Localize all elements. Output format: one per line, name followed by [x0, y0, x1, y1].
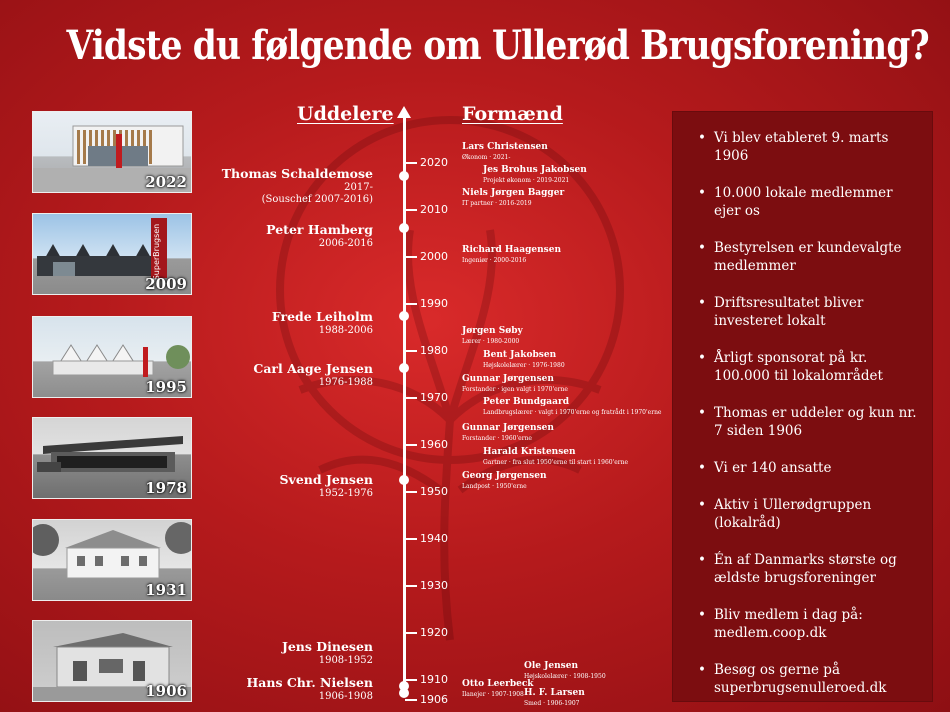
axis-tick-label: 1906	[420, 693, 448, 706]
uddeler-years: 1952-1976	[318, 488, 373, 499]
formand-name: Niels Jørgen Bagger	[462, 188, 565, 198]
store-photo-1995	[32, 316, 192, 398]
fact-item: • Bliv medlem i dag på: medlem.coop.dk	[692, 606, 923, 642]
formand-name: Otto Leerbeck	[462, 679, 534, 689]
store-photo-1978	[32, 417, 192, 499]
axis-tick	[405, 162, 417, 164]
axis-tick	[405, 209, 417, 211]
formand-detail: Forstander · 1960'erne	[462, 435, 532, 442]
axis-tick	[405, 632, 417, 634]
formand-name: Gunnar Jørgensen	[462, 374, 554, 384]
formand-detail: Landpost · 1950'erne	[462, 483, 527, 490]
photo-year: 1931	[145, 581, 187, 599]
formand-detail: Højskolelærer · 1976-1980	[483, 362, 565, 369]
timeline-dot	[399, 475, 409, 485]
axis-tick-label: 1910	[420, 673, 448, 686]
formand-name: Ole Jensen	[524, 661, 578, 671]
uddeler-years: 1988-2006	[318, 325, 373, 336]
formand-name: Gunnar Jørgensen	[462, 423, 554, 433]
axis-tick	[405, 350, 417, 352]
formand-detail: Projekt økonom · 2019-2021	[483, 177, 570, 184]
axis-tick-label: 1950	[420, 485, 448, 498]
formand-name: Richard Haagensen	[462, 245, 561, 255]
store-photo-1931	[32, 519, 192, 601]
axis-tick	[405, 303, 417, 305]
formand-name: Harald Kristensen	[483, 447, 576, 457]
axis-tick-label: 2010	[420, 203, 448, 216]
formand-detail: Gartner · fra slut 1950'erne til start i 1960'erne	[483, 459, 629, 466]
uddeler-name: Hans Chr. Nielsen	[246, 675, 373, 690]
timeline-dot	[399, 363, 409, 373]
axis-tick-label: 1990	[420, 297, 448, 310]
store-photo-2009	[32, 213, 192, 295]
photo-year: 1995	[145, 378, 187, 396]
fact-item: • Én af Danmarks største og ældste brugsforeninger	[692, 551, 923, 587]
photo-year: 1978	[145, 479, 187, 497]
axis-tick-label: 1980	[420, 344, 448, 357]
formand-name: H. F. Larsen	[524, 688, 585, 698]
fact-item: • 10.000 lokale medlemmer ejer os	[692, 184, 923, 220]
formand-name: Bent Jakobsen	[483, 350, 557, 360]
uddeler-name: Carl Aage Jensen	[253, 361, 373, 376]
axis-tick-label: 1930	[420, 579, 448, 592]
timeline-dot	[399, 311, 409, 321]
uddeler-years: 1908-1952	[318, 655, 373, 666]
uddelere-heading: Uddelere	[297, 103, 394, 125]
uddeler-years: 2017-	[344, 182, 373, 193]
page-title: Vidste du følgende om Ullerød Brugsforening?	[66, 22, 929, 69]
uddeler-name: Jens Dinesen	[281, 639, 373, 654]
axis-tick	[405, 397, 417, 399]
uddeler-name: Svend Jensen	[279, 472, 373, 487]
store-photo-1906	[32, 620, 192, 702]
facts-panel	[672, 111, 933, 702]
timeline-axis	[403, 116, 406, 694]
fact-item: • Thomas er uddeler og kun nr. 7 siden 1906	[692, 404, 923, 440]
formand-detail: Lærer · 1980-2000	[462, 338, 520, 345]
fact-item: • Bestyrelsen er kundevalgte medlemmer	[692, 239, 923, 275]
formand-detail: Ilanejer · 1907-1908	[462, 691, 524, 698]
axis-tick	[405, 256, 417, 258]
axis-tick	[405, 444, 417, 446]
axis-tick-label: 1960	[420, 438, 448, 451]
formand-name: Jørgen Søby	[462, 326, 523, 336]
axis-tick-label: 2020	[420, 156, 448, 169]
formand-name: Lars Christensen	[462, 142, 548, 152]
formand-name: Peter Bundgaard	[483, 397, 569, 407]
axis-tick	[405, 491, 417, 493]
facts-list	[672, 111, 933, 697]
axis-tick-label: 1970	[420, 391, 448, 404]
uddeler-name: Frede Leiholm	[271, 309, 373, 324]
photo-year: 1906	[145, 682, 187, 700]
fact-item: • Vi blev etableret 9. marts 1906	[692, 129, 923, 165]
uddeler-extra: (Souschef 2007-2016)	[261, 194, 373, 205]
formaend-heading: Formænd	[462, 103, 563, 125]
timeline-dot	[399, 171, 409, 181]
axis-tick	[405, 538, 417, 540]
formand-detail: Landbrugslærer · valgt i 1970'erne og fratrådt i 1970'erne	[483, 409, 662, 416]
timeline-dot	[399, 223, 409, 233]
axis-tick	[405, 699, 417, 701]
uddeler-years: 2006-2016	[318, 238, 373, 249]
store-sign-text: SuperBrugsen	[152, 223, 161, 281]
fact-item: • Driftsresultatet bliver investeret lokalt	[692, 294, 923, 330]
fact-item: • Årligt sponsorat på kr. 100.000 til lokalområdet	[692, 349, 923, 385]
axis-tick	[405, 679, 417, 681]
timeline-dot	[399, 688, 409, 698]
photo-year: 2022	[145, 173, 187, 191]
formand-detail: Smed · 1906-1907	[524, 700, 580, 707]
axis-tick-label: 2000	[420, 250, 448, 263]
formand-detail: Økonom · 2021-	[462, 154, 511, 161]
axis-tick-label: 1940	[420, 532, 448, 545]
axis-tick-label: 1920	[420, 626, 448, 639]
formand-detail: Højskolelærer · 1908-1950	[524, 673, 606, 680]
fact-item: • Besøg os gerne på superbrugsenulleroed.dk	[692, 661, 923, 697]
formand-name: Jes Brohus Jakobsen	[483, 165, 587, 175]
store-photo-2022	[32, 111, 192, 193]
formand-name: Georg Jørgensen	[462, 471, 547, 481]
uddeler-name: Thomas Schaldemose	[221, 166, 373, 181]
axis-tick	[405, 585, 417, 587]
uddeler-years: 1906-1908	[318, 691, 373, 702]
fact-item: • Vi er 140 ansatte	[692, 459, 923, 477]
uddeler-name: Peter Hamberg	[266, 222, 373, 237]
formand-detail: Forstander · igen valgt i 1970'erne	[462, 386, 568, 393]
photo-year: 2009	[145, 275, 187, 293]
formand-detail: IT partner · 2016-2019	[462, 200, 532, 207]
uddeler-years: 1976-1988	[318, 377, 373, 388]
formand-detail: Ingeniør · 2000-2016	[462, 257, 527, 264]
fact-item: • Aktiv i Ullerødgruppen (lokalråd)	[692, 496, 923, 532]
